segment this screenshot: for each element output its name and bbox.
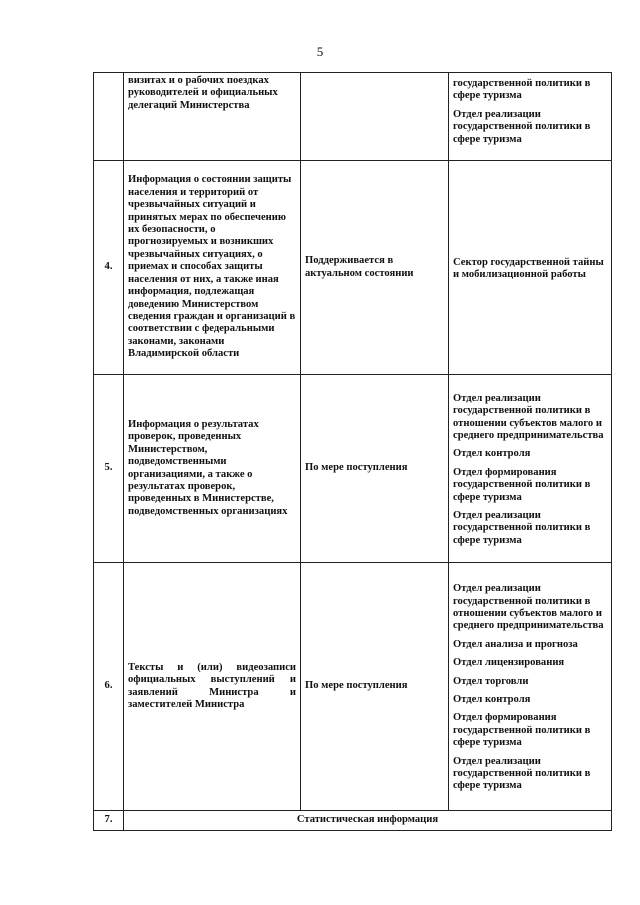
responsible-units bbox=[449, 161, 612, 375]
update-frequency: Поддерживается в актуальном состоянии bbox=[301, 161, 449, 375]
update-frequency: По мере поступления bbox=[301, 375, 449, 563]
update-frequency bbox=[301, 73, 449, 161]
page-number: 5 bbox=[316, 44, 324, 59]
responsible-unit: Отдел реализации государственной политики в отношении субъектов малого и среднего предпринимательства bbox=[453, 583, 604, 632]
responsible-units bbox=[449, 73, 612, 161]
row-number: 7. bbox=[94, 811, 124, 831]
section-title: Статистическая информация bbox=[124, 811, 612, 831]
responsible-unit: Отдел лицензирования bbox=[453, 657, 565, 669]
responsible-unit: Отдел формирования государственной политики в сфере туризма bbox=[453, 712, 591, 749]
table-row bbox=[94, 563, 612, 811]
responsible-unit: Отдел контроля bbox=[453, 694, 531, 705]
information-type: Тексты и (или) видеозаписи официальных выступлений и заявлений Министра и заместителей Министра bbox=[124, 563, 301, 811]
responsible-unit: государственной политики в сфере туризма bbox=[453, 78, 591, 102]
update-frequency: По мере поступления bbox=[301, 563, 449, 811]
section-row bbox=[94, 811, 612, 831]
responsible-unit: Отдел торговли bbox=[453, 675, 529, 687]
row-number: 6. bbox=[94, 563, 124, 811]
table-row bbox=[94, 73, 612, 161]
row-number: 5. bbox=[94, 375, 124, 563]
responsible-units bbox=[449, 563, 612, 811]
information-type: визитах и о рабочих поездках руководителей и официальных делегаций Министерства bbox=[124, 73, 301, 161]
information-table bbox=[93, 72, 612, 831]
table-row bbox=[94, 161, 612, 375]
row-number bbox=[94, 73, 124, 161]
responsible-unit: Отдел реализации государственной политики в сфере туризма bbox=[453, 510, 591, 546]
responsible-unit: Отдел анализа и прогноза bbox=[453, 638, 578, 650]
information-type: Информация о состоянии защиты населения и территорий от чрезвычайных ситуаций и принятых мерах по обеспечению их безопасности, о прогнозируемых и возникших чрезвычайных ситуациях, о приемах и способах защиты населения от них, а также иная информация, подлежащая доведению Министерством сведения граждан и организаций в соответствии с федеральными законами, законами Владимирской области bbox=[124, 161, 301, 375]
row-number: 4. bbox=[94, 161, 124, 375]
table-row bbox=[94, 375, 612, 563]
responsible-units bbox=[449, 375, 612, 563]
responsible-unit: Отдел реализации государственной политики в сфере туризма bbox=[453, 108, 591, 145]
responsible-unit: Сектор государственной тайны и мобилизационной работы bbox=[453, 256, 604, 280]
responsible-unit: Отдел контроля bbox=[453, 448, 531, 460]
responsible-unit: Отдел реализации государственной политики в отношении субъектов малого и среднего предпринимательства bbox=[453, 392, 604, 441]
information-type: Информация о результатах проверок, проведенных Министерством, подведомственными организациями, а также о результатах проверок, проведенных в Министерстве, подведомственных организациях bbox=[124, 375, 301, 563]
responsible-unit: Отдел формирования государственной политики в сфере туризма bbox=[453, 466, 591, 503]
responsible-unit: Отдел реализации государственной политики в сфере туризма bbox=[453, 755, 591, 792]
